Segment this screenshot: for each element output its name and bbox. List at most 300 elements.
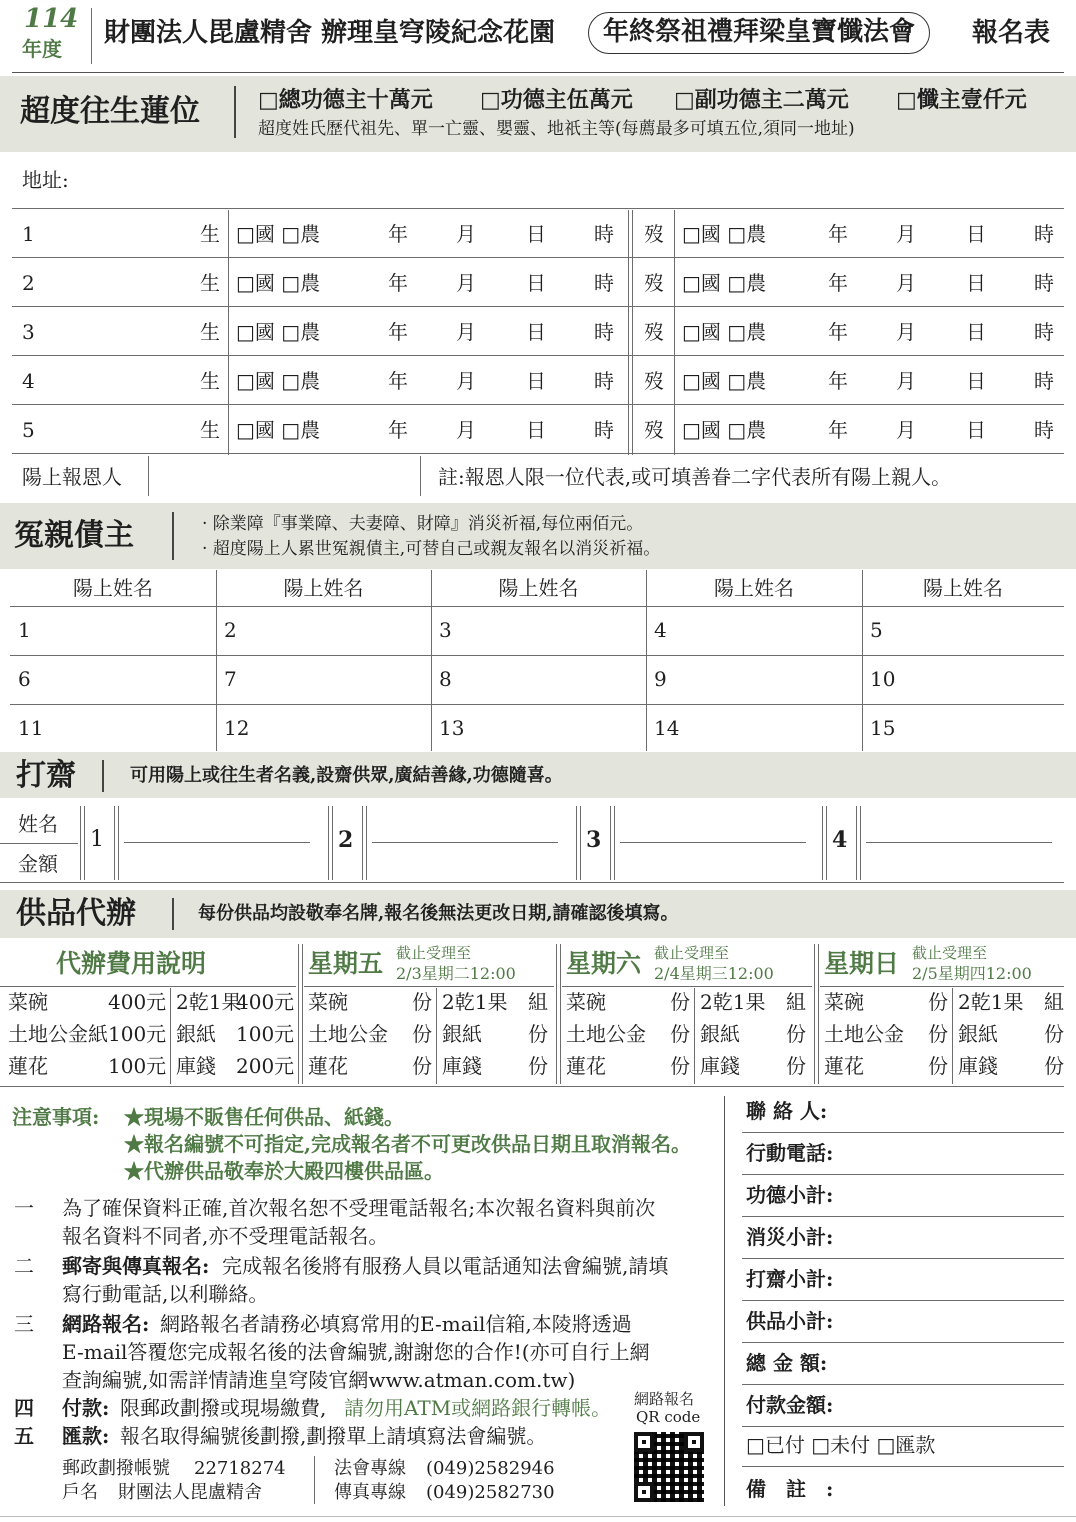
offering-qty-input[interactable]: [910, 1020, 928, 1048]
death-month-label: 月: [896, 222, 916, 246]
fee-item-name: 土地公金紙: [8, 1022, 108, 1046]
karmic-header-name: 陽上姓名: [498, 576, 579, 600]
birth-label: 生: [200, 222, 220, 246]
notice-line-1: ★現場不販售任何供品、紙錢。: [124, 1105, 404, 1129]
karmic-name-input[interactable]: [902, 610, 1056, 651]
contact-field-label: 消災小計:: [746, 1225, 834, 1249]
contact-field-input[interactable]: [852, 1308, 1058, 1338]
fee-header-line: [0, 986, 296, 987]
zhai-divider: [328, 806, 333, 880]
birth-month-label: 月: [456, 222, 476, 246]
day-col-divider: [814, 944, 819, 1084]
offering-qty-input[interactable]: [394, 1052, 412, 1080]
col-divider: [228, 210, 229, 455]
notice-item-5-bold: 匯款:: [62, 1424, 110, 1448]
birth-hour-label: 時: [594, 320, 614, 344]
death-month-label: 月: [896, 418, 916, 442]
day-deadline-date: 2/3星期二12:00: [396, 964, 516, 983]
zhai-slot-number: 4: [832, 827, 848, 853]
offering-qty-input[interactable]: [652, 1052, 670, 1080]
fee-item-name: 蓮花: [8, 1054, 48, 1078]
zhai-entry-input[interactable]: [124, 808, 310, 878]
notice-line-2: ★報名編號不可指定,完成報名者不可更改供品日期且取消報名。: [124, 1132, 691, 1156]
birth-label: 生: [200, 320, 220, 344]
karmic-col-divider: [646, 570, 647, 751]
death-calendar-checkbox[interactable]: □國 □農: [682, 418, 767, 442]
lotus-title: 超度往生蓮位: [20, 94, 200, 129]
offering-unit: 份: [670, 1022, 690, 1046]
birth-day-label: 日: [526, 369, 546, 393]
year-number: 114: [24, 4, 79, 34]
karmic-header-name: 陽上姓名: [923, 576, 1003, 600]
birth-hour-label: 時: [594, 418, 614, 442]
contact-field-line: [742, 1384, 1064, 1385]
offering-unit: 份: [928, 1054, 948, 1078]
birth-day-label: 日: [526, 320, 546, 344]
offering-qty-input[interactable]: [910, 988, 928, 1016]
notice-item-3-bold: 網路報名:: [62, 1312, 150, 1336]
karmic-cell-number: 10: [870, 667, 896, 691]
birth-calendar-checkbox[interactable]: □國 □農: [236, 418, 321, 442]
death-year-label: 年: [828, 320, 848, 344]
row-divider: [12, 355, 1064, 356]
death-calendar-checkbox[interactable]: □國 □農: [682, 369, 767, 393]
karmic-header-name: 陽上姓名: [714, 576, 794, 600]
offering-unit: 份: [1044, 1054, 1064, 1078]
lotus-row-number: 3: [22, 320, 35, 344]
death-day-label: 日: [966, 369, 986, 393]
offering-item-name: 庫錢: [958, 1054, 998, 1078]
contact-field-input[interactable]: [852, 1266, 1058, 1296]
death-hour-label: 時: [1034, 418, 1054, 442]
day-col-divider: [436, 988, 437, 1084]
karmic-cell-number: 12: [224, 716, 250, 740]
birth-day-label: 日: [526, 418, 546, 442]
offering-qty-input[interactable]: [770, 1020, 786, 1048]
karmic-cell-number: 14: [654, 716, 680, 740]
notice-line-3: ★代辦供品敬奉於大殿四樓供品區。: [124, 1159, 444, 1183]
fee-item-price: 100元: [108, 1054, 167, 1078]
row-divider: [12, 257, 1064, 258]
postal-number: 22718274: [194, 1458, 286, 1479]
offering-item-name: 土地公金: [566, 1022, 646, 1046]
karmic-cell-number: 13: [439, 716, 465, 740]
zhai-divider: [114, 806, 119, 880]
fee-item-price: 400元: [108, 990, 167, 1014]
karmic-cell-number: 9: [654, 667, 667, 691]
notice-item-5-num: 五: [14, 1424, 34, 1448]
fax-label: 傳真專線: [334, 1482, 406, 1503]
karmic-name-input[interactable]: [686, 708, 854, 749]
fee-item-price: 100元: [236, 1022, 295, 1046]
lotus-row-number: 2: [22, 271, 35, 295]
notice-item-4-green: 請勿用ATM或網路銀行轉帳。: [344, 1396, 612, 1420]
lotus-row-number: 5: [22, 418, 35, 442]
zhai-slot-number: 2: [338, 827, 354, 853]
karmic-col-divider: [431, 570, 432, 751]
row-divider: [12, 306, 1064, 307]
death-label: 歿: [644, 222, 664, 246]
day-deadline-label: 截止受理至: [396, 944, 472, 962]
offering-item-name: 庫錢: [700, 1054, 740, 1078]
contact-field-input[interactable]: [852, 1350, 1058, 1380]
karmic-name-input[interactable]: [471, 659, 638, 700]
karmic-note-2: · 超度陽上人累世冤親債主,可替自己或親友報名以消災祈福。: [202, 539, 661, 559]
birth-hour-label: 時: [594, 222, 614, 246]
karmic-cell-number: 7: [224, 667, 237, 691]
birth-calendar-checkbox[interactable]: □國 □農: [236, 271, 321, 295]
lotus-row-number: 4: [22, 369, 35, 393]
birth-label: 生: [200, 369, 220, 393]
sponsor-input[interactable]: [152, 458, 416, 494]
karmic-title: 冤親債主: [14, 518, 134, 553]
notice-item-2-num: 二: [14, 1254, 34, 1278]
contact-field-label: 打齋小計:: [746, 1267, 834, 1291]
karmic-cell-number: 2: [224, 618, 237, 642]
death-hour-label: 時: [1034, 222, 1054, 246]
pay-status-options[interactable]: □已付 □未付 □匯款: [746, 1433, 936, 1457]
day-deadline-label: 截止受理至: [654, 944, 730, 962]
offering-qty-input[interactable]: [512, 1052, 528, 1080]
karmic-col-divider: [862, 570, 863, 751]
karmic-name-input[interactable]: [50, 659, 208, 700]
zhai-slot-number: 3: [586, 827, 602, 853]
zhai-entry-input[interactable]: [620, 808, 806, 878]
offering-unit: 份: [412, 1022, 432, 1046]
zhai-note: 可用陽上或往生者名義,設齋供眾,廣結善緣,功德隨喜。: [130, 765, 563, 786]
day-col-divider: [694, 988, 695, 1084]
offering-item-name: 蓮花: [308, 1054, 348, 1078]
birth-month-label: 月: [456, 369, 476, 393]
death-label: 歿: [644, 369, 664, 393]
zhai-divider: [822, 806, 827, 880]
contact-field-line: [742, 1300, 1064, 1301]
offering-item-name: 2乾1果: [700, 990, 766, 1014]
contact-field-input[interactable]: [852, 1224, 1058, 1254]
birth-day-label: 日: [526, 271, 546, 295]
offering-title: 供品代辦: [16, 896, 136, 931]
notice-item-2-line-1: 完成報名後將有服務人員以電話通知法會編號,請填: [222, 1254, 669, 1278]
day-col-divider: [952, 988, 953, 1084]
contact-field-input[interactable]: [852, 1140, 1058, 1170]
offering-item-name: 菜碗: [566, 990, 606, 1014]
birth-calendar-checkbox[interactable]: □國 □農: [236, 222, 321, 246]
birth-hour-label: 時: [594, 271, 614, 295]
day-name: 星期六: [566, 949, 642, 978]
offering-item-name: 蓮花: [824, 1054, 864, 1078]
karmic-cell-number: 1: [18, 618, 31, 642]
zhai-divider: [80, 806, 85, 880]
offering-qty-input[interactable]: [770, 988, 786, 1016]
lotus-name-input[interactable]: [40, 261, 190, 306]
contact-field-line: [742, 1426, 1064, 1427]
death-year-label: 年: [828, 222, 848, 246]
karmic-name-input[interactable]: [686, 659, 854, 700]
address-label: 地址:: [22, 168, 69, 192]
karmic-name-input[interactable]: [902, 708, 1056, 749]
lotus-row-number: 1: [22, 222, 35, 246]
lotus-name-input[interactable]: [40, 212, 190, 257]
death-month-label: 月: [896, 271, 916, 295]
birth-day-label: 日: [526, 222, 546, 246]
day-name: 星期五: [308, 949, 384, 978]
death-calendar-checkbox[interactable]: □國 □農: [682, 320, 767, 344]
birth-year-label: 年: [388, 418, 408, 442]
contact-field-input[interactable]: [852, 1392, 1058, 1422]
notice-item-3-line-1: 網路報名者請務必填寫常用的E-mail信箱,本陵將透過: [160, 1312, 632, 1336]
death-label: 歿: [644, 320, 664, 344]
offering-item-name: 銀紙: [958, 1022, 998, 1046]
day-deadline-date: 2/4星期三12:00: [654, 964, 774, 983]
karmic-name-input[interactable]: [256, 610, 423, 651]
sponsor-label: 陽上報恩人: [22, 465, 122, 489]
notice-item-5-text: 報名取得編號後劃撥,劃撥單上請填寫法會編號。: [120, 1424, 547, 1448]
fax-number: (049)2582730: [426, 1482, 555, 1503]
offering-qty-input[interactable]: [394, 988, 412, 1016]
offering-qty-input[interactable]: [652, 1020, 670, 1048]
offering-item-name: 土地公金: [824, 1022, 904, 1046]
row-divider: [12, 453, 1064, 454]
karmic-row-divider: [10, 655, 1064, 656]
qr-code-icon[interactable]: [634, 1432, 704, 1502]
offering-qty-input[interactable]: [910, 1052, 928, 1080]
account-name: 財團法人毘盧精舍: [118, 1482, 262, 1503]
day-deadline-label: 截止受理至: [912, 944, 988, 962]
contact-field-line: [742, 1216, 1064, 1217]
karmic-name-input[interactable]: [471, 610, 638, 651]
lotus-name-input[interactable]: [40, 310, 190, 355]
lotus-option-2[interactable]: □功德主伍萬元: [480, 87, 633, 113]
death-hour-label: 時: [1034, 369, 1054, 393]
birth-year-label: 年: [388, 222, 408, 246]
offering-unit: 份: [928, 1022, 948, 1046]
offering-unit: 組: [1044, 990, 1064, 1014]
karmic-cell-number: 4: [654, 618, 667, 642]
offering-qty-input[interactable]: [1028, 988, 1044, 1016]
fee-title: 代辦費用說明: [56, 949, 207, 978]
zhai-divider: [610, 806, 615, 880]
fee-item-name: 2乾1果: [176, 990, 242, 1014]
zhai-title: 打齋: [16, 758, 76, 793]
fee-item-price: 100元: [108, 1022, 167, 1046]
contact-field-line: [742, 1258, 1064, 1259]
birth-year-label: 年: [388, 369, 408, 393]
day-deadline-date: 2/5星期四12:00: [912, 964, 1032, 983]
offering-unit: 份: [412, 990, 432, 1014]
offering-unit: 份: [1044, 1022, 1064, 1046]
lotus-option-1[interactable]: □總功德主十萬元: [258, 87, 433, 113]
notice-item-2-line-2: 寫行動電話,以利聯絡。: [62, 1282, 269, 1306]
notice-item-4-text: 限郵政劃撥或現場繳費,: [120, 1396, 327, 1420]
form-title: 報名表: [972, 18, 1051, 48]
death-day-label: 日: [966, 320, 986, 344]
offering-unit: 份: [786, 1054, 806, 1078]
notice-item-1-line-1: 為了確保資料正確,首次報名恕不受理電話報名;本次報名資料與前次: [62, 1196, 656, 1220]
death-month-label: 月: [896, 369, 916, 393]
contact-field-label: 功德小計:: [746, 1183, 834, 1207]
notice-item-4-num: 四: [14, 1396, 34, 1420]
karmic-name-input[interactable]: [902, 659, 1056, 700]
karmic-header-name: 陽上姓名: [283, 576, 364, 600]
contact-field-label: 聯 絡 人:: [746, 1099, 828, 1123]
notice-item-1-line-2: 報名資料不同者,亦不受理電話報名。: [62, 1224, 389, 1248]
karmic-name-input[interactable]: [50, 610, 208, 651]
notice-item-3-line-2: E-mail答覆您完成報名後的法會編號,謝謝您的合作!(亦可自行上網: [62, 1340, 650, 1364]
karmic-note-1: · 除業障『事業障、夫妻障、財障』消災祈福,每位兩佰元。: [202, 514, 644, 534]
offering-qty-input[interactable]: [512, 1020, 528, 1048]
contact-field-label: 總 金 額:: [746, 1351, 828, 1375]
death-year-label: 年: [828, 418, 848, 442]
zhai-entry-input[interactable]: [866, 808, 1052, 878]
karmic-row-divider: [10, 704, 1064, 705]
hotline-number[interactable]: (049)2582946: [426, 1458, 555, 1479]
day-col-divider: [556, 944, 561, 1084]
birth-calendar-checkbox[interactable]: □國 □農: [236, 369, 321, 393]
offering-unit: 份: [412, 1054, 432, 1078]
day-header-line: [562, 986, 812, 987]
birth-month-label: 月: [456, 418, 476, 442]
karmic-cell-number: 8: [439, 667, 452, 691]
offering-item-name: 土地公金: [308, 1022, 388, 1046]
day-header-line: [304, 986, 554, 987]
day-col-divider: [298, 944, 303, 1084]
fee-item-name: 銀紙: [176, 1022, 216, 1046]
death-day-label: 日: [966, 418, 986, 442]
offering-unit: 組: [786, 990, 806, 1014]
offering-item-name: 銀紙: [442, 1022, 482, 1046]
death-hour-label: 時: [1034, 271, 1054, 295]
death-day-label: 日: [966, 271, 986, 295]
offering-qty-input[interactable]: [394, 1020, 412, 1048]
contact-field-line: [742, 1342, 1064, 1343]
karmic-col-divider: [216, 570, 217, 751]
offering-qty-input[interactable]: [1028, 1020, 1044, 1048]
notice-item-2-bold: 郵寄與傳真報名:: [62, 1254, 210, 1278]
sponsor-note: 註:報恩人限一位代表,或可填善眷二字代表所有陽上親人。: [438, 465, 952, 489]
col-divider-double: [628, 210, 633, 455]
notice-item-1-num: 一: [14, 1196, 34, 1220]
lotus-name-input[interactable]: [40, 408, 190, 453]
postal-label: 郵政劃撥帳號: [62, 1458, 170, 1479]
offering-unit: 份: [670, 1054, 690, 1078]
remark-label: 備 註 :: [746, 1477, 834, 1501]
birth-year-label: 年: [388, 271, 408, 295]
zhai-slot-number: 1: [90, 827, 104, 852]
zhai-amount-label: 金額: [18, 852, 58, 876]
contact-field-input[interactable]: [852, 1182, 1058, 1212]
row-divider: [12, 404, 1064, 405]
notice-item-3-num: 三: [14, 1312, 34, 1336]
zhai-name-label: 姓名: [18, 812, 58, 836]
qr-label-1: 網路報名: [634, 1390, 695, 1408]
fee-item-price: 400元: [236, 990, 295, 1014]
death-calendar-checkbox[interactable]: □國 □農: [682, 271, 767, 295]
offering-item-name: 菜碗: [824, 990, 864, 1014]
zhai-entry-input[interactable]: [372, 808, 558, 878]
year-label: 年度: [22, 37, 62, 61]
offering-unit: 組: [528, 990, 548, 1014]
fee-item-name: 庫錢: [176, 1054, 216, 1078]
karmic-header-name: 陽上姓名: [73, 576, 153, 600]
event-title: 年終祭祖禮拜梁皇寶懺法會: [588, 12, 930, 54]
karmic-name-input[interactable]: [686, 610, 854, 651]
contact-field-line: [742, 1174, 1064, 1175]
karmic-cell-number: 5: [870, 618, 883, 642]
death-year-label: 年: [828, 369, 848, 393]
zhai-divider: [856, 806, 861, 880]
contact-field-label: 付款金額:: [746, 1393, 834, 1417]
offering-item-name: 2乾1果: [958, 990, 1024, 1014]
offering-unit: 份: [528, 1022, 548, 1046]
fee-item-name: 菜碗: [8, 990, 48, 1014]
offering-item-name: 蓮花: [566, 1054, 606, 1078]
birth-hour-label: 時: [594, 369, 614, 393]
offering-item-name: 銀紙: [700, 1022, 740, 1046]
col-divider: [674, 210, 675, 455]
death-calendar-checkbox[interactable]: □國 □農: [682, 222, 767, 246]
offering-qty-input[interactable]: [512, 988, 528, 1016]
birth-year-label: 年: [388, 320, 408, 344]
birth-label: 生: [200, 271, 220, 295]
contact-field-line: [742, 1132, 1064, 1133]
offering-unit: 份: [528, 1054, 548, 1078]
offering-unit: 份: [786, 1022, 806, 1046]
death-year-label: 年: [828, 271, 848, 295]
contact-field-label: 行動電話:: [746, 1141, 834, 1165]
qr-label-2: QR code: [636, 1408, 701, 1426]
zhai-divider: [576, 806, 581, 880]
contact-field-input[interactable]: [852, 1098, 1058, 1128]
karmic-cell-number: 6: [18, 667, 31, 691]
karmic-name-input[interactable]: [256, 659, 423, 700]
birth-calendar-checkbox[interactable]: □國 □農: [236, 320, 321, 344]
offering-qty-input[interactable]: [1028, 1052, 1044, 1080]
zhai-divider: [362, 806, 367, 880]
karmic-cell-number: 3: [439, 618, 452, 642]
birth-month-label: 月: [456, 320, 476, 344]
offering-unit: 份: [670, 990, 690, 1014]
lotus-name-input[interactable]: [40, 359, 190, 404]
karmic-name-input[interactable]: [256, 708, 423, 749]
lotus-note: 超度姓氏歷代祖先、單一亡靈、嬰靈、地祇主等(每薦最多可填五位,須同一地址): [258, 119, 855, 139]
karmic-name-input[interactable]: [471, 708, 638, 749]
account-label: 戶名: [62, 1482, 98, 1503]
death-month-label: 月: [896, 320, 916, 344]
karmic-cell-number: 11: [18, 716, 44, 740]
org-title: 財團法人毘盧精舍 辦理皇穹陵紀念花園: [104, 18, 556, 48]
contact-field-label: 供品小計:: [746, 1309, 834, 1333]
lotus-option-3[interactable]: □副功德主二萬元: [674, 87, 849, 113]
notice-item-3-line-3: 查詢編號,如需詳情請進皇穹陵官網www.atman.com.tw): [62, 1368, 576, 1392]
offering-note: 每份供品均設敬奉名牌,報名後無法更改日期,請確認後填寫。: [198, 903, 679, 924]
fee-col-divider: [170, 988, 171, 1084]
fee-item-price: 200元: [236, 1054, 295, 1078]
offering-qty-input[interactable]: [770, 1052, 786, 1080]
hotline-label: 法會專線: [334, 1458, 406, 1479]
lotus-option-4[interactable]: □懺主壹仟元: [896, 87, 1027, 113]
karmic-name-input[interactable]: [50, 708, 208, 749]
offering-qty-input[interactable]: [652, 988, 670, 1016]
offering-item-name: 2乾1果: [442, 990, 508, 1014]
offering-item-name: 菜碗: [308, 990, 348, 1014]
death-day-label: 日: [966, 222, 986, 246]
offering-unit: 份: [928, 990, 948, 1014]
offering-item-name: 庫錢: [442, 1054, 482, 1078]
death-label: 歿: [644, 271, 664, 295]
karmic-header-divider: [10, 606, 1064, 607]
karmic-cell-number: 15: [870, 716, 896, 740]
birth-label: 生: [200, 418, 220, 442]
